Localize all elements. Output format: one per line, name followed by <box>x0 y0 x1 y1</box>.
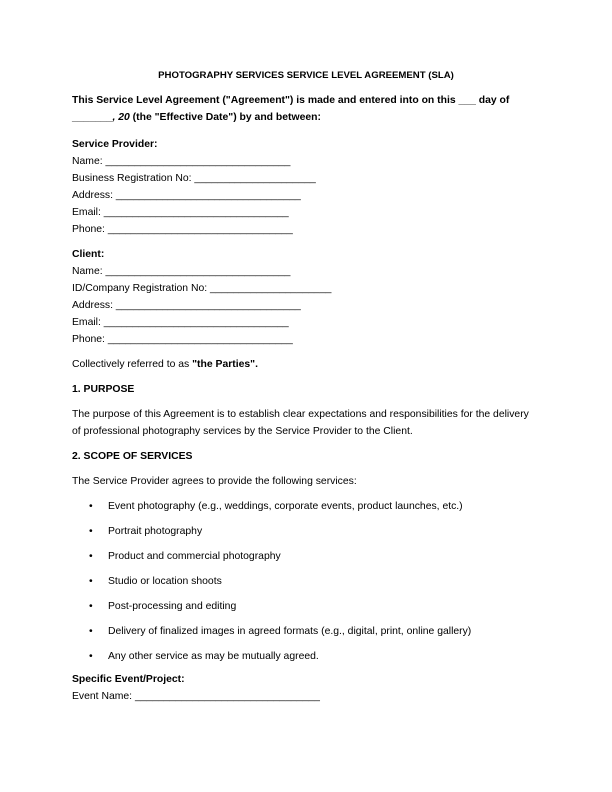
service-item-label: Post-processing and editing <box>108 601 237 612</box>
service-item-label: Delivery of finalized images in agreed formats (e.g., digital, print, online gallery) <box>108 626 472 637</box>
intro-date-blank: _______ <box>72 112 113 123</box>
list-item <box>72 594 540 619</box>
client-heading: Client: <box>72 249 105 260</box>
bullet-icon: • <box>89 601 93 612</box>
parties-line <box>72 356 540 373</box>
client-block <box>72 246 540 348</box>
bullet-icon: • <box>89 526 93 537</box>
purpose-text: The purpose of this Agreement is to establish clear expectations and responsibilities for the delivery of professional photography services by the Service Provider to the Client. <box>72 409 529 437</box>
list-item <box>72 544 540 569</box>
intro-line-2-rest: (the "Effective Date") by and between: <box>129 112 321 123</box>
client-name-field[interactable]: Name: ________________________________ <box>72 266 291 277</box>
bullet-icon: • <box>89 651 93 662</box>
document-title: PHOTOGRAPHY SERVICES SERVICE LEVEL AGREEMENT (SLA) <box>158 70 454 81</box>
services-list <box>72 494 540 669</box>
intro-year: , 20 <box>112 112 130 123</box>
provider-phone-field[interactable]: Phone: ________________________________ <box>72 224 293 235</box>
provider-registration-field[interactable]: Business Registration No: _____________________ <box>72 173 316 184</box>
service-provider-block <box>72 136 540 238</box>
bullet-icon: • <box>89 501 93 512</box>
intro-paragraph <box>72 92 540 126</box>
event-name-field[interactable]: Event Name: ________________________________ <box>72 691 320 702</box>
service-item-label: Event photography (e.g., weddings, corporate events, product launches, etc.) <box>108 501 463 512</box>
purpose-heading: 1. PURPOSE <box>72 384 135 395</box>
bullet-icon: • <box>89 626 93 637</box>
list-item <box>72 569 540 594</box>
scope-heading: 2. SCOPE OF SERVICES <box>72 451 193 462</box>
intro-line-1: This Service Level Agreement ("Agreement") is made and entered into on this ___ day of <box>72 95 510 106</box>
list-item <box>72 644 540 669</box>
scope-lead: The Service Provider agrees to provide the following services: <box>72 476 357 487</box>
client-email-field[interactable]: Email: ________________________________ <box>72 317 289 328</box>
service-item-label: Portrait photography <box>108 526 203 537</box>
provider-name-field[interactable]: Name: ________________________________ <box>72 156 291 167</box>
bullet-icon: • <box>89 576 93 587</box>
provider-email-field[interactable]: Email: ________________________________ <box>72 207 289 218</box>
client-id-field[interactable]: ID/Company Registration No: _____________________ <box>72 283 332 294</box>
list-item <box>72 519 540 544</box>
client-address-field[interactable]: Address: ________________________________ <box>72 300 301 311</box>
parties-bold: "the Parties". <box>192 359 258 370</box>
document-body <box>72 67 540 705</box>
service-item-label: Any other service as may be mutually agreed. <box>108 651 319 662</box>
list-item <box>72 619 540 644</box>
specific-event-heading: Specific Event/Project: <box>72 674 185 685</box>
service-item-label: Studio or location shoots <box>108 576 222 587</box>
list-item <box>72 494 540 519</box>
service-item-label: Product and commercial photography <box>108 551 281 562</box>
provider-address-field[interactable]: Address: ________________________________ <box>72 190 301 201</box>
client-phone-field[interactable]: Phone: ________________________________ <box>72 334 293 345</box>
service-provider-heading: Service Provider: <box>72 139 158 150</box>
bullet-icon: • <box>89 551 93 562</box>
parties-prefix: Collectively referred to as <box>72 359 193 370</box>
